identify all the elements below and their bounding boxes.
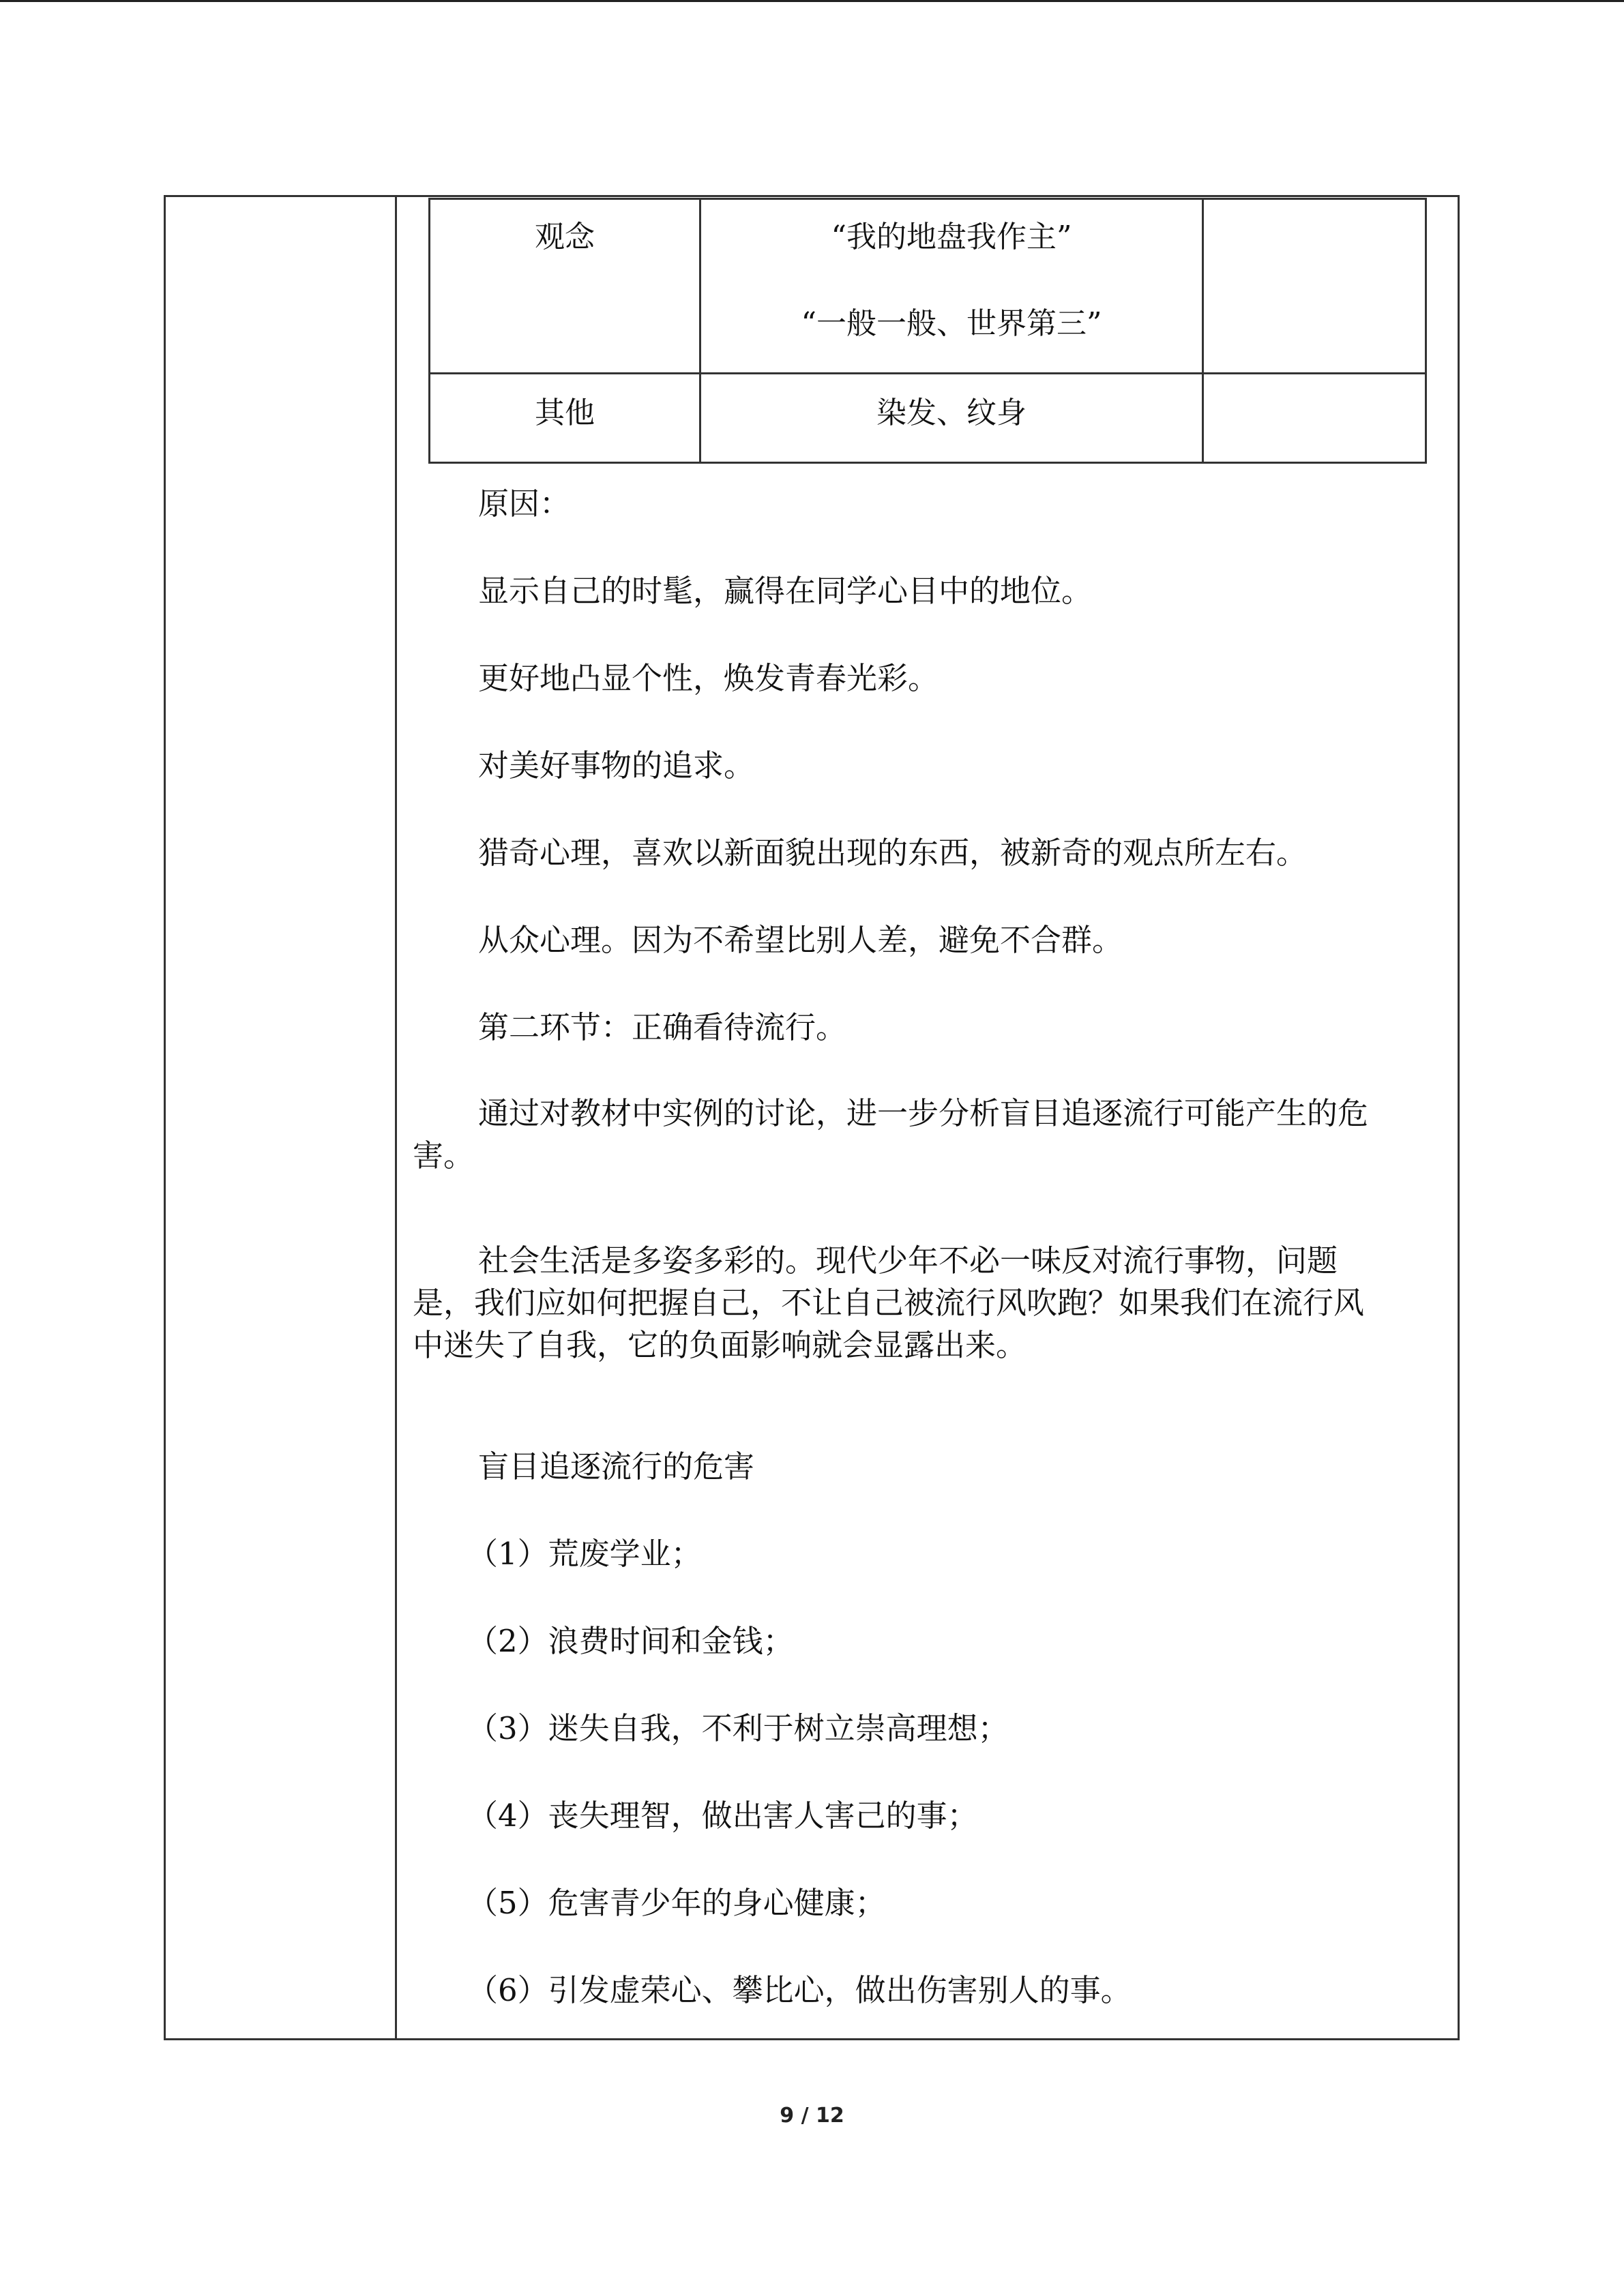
inner-table-row-1-content-line-2: “一般一般、世界第三” xyxy=(801,306,1102,341)
paragraph-line: 更好地凸显个性，焕发青春光彩。 xyxy=(478,660,939,696)
list-item-text: （5）危害青少年的身心健康； xyxy=(467,1885,886,1921)
inner-table-row-1-label: 观念 xyxy=(535,220,595,254)
paragraph-line: 原因： xyxy=(478,486,571,522)
paragraph-line: 第二环节：正确看待流行。 xyxy=(478,1009,847,1045)
list-item-3 xyxy=(413,1708,1429,1750)
list-item-4 xyxy=(413,1795,1429,1837)
paragraph-reason-4 xyxy=(413,832,1429,874)
paragraph-line: 害。 xyxy=(413,1137,475,1174)
paragraph-reason-1 xyxy=(413,570,1429,612)
outer-table-divider xyxy=(395,195,397,2040)
paragraph-line: 通过对教材中实例的讨论，进一步分析盲目追逐流行可能产生的危 xyxy=(478,1095,1369,1131)
list-item-6 xyxy=(413,1969,1429,2012)
paragraph-line: 显示自己的时髦，赢得在同学心目中的地位。 xyxy=(478,573,1093,609)
inner-table-row-2-label: 其他 xyxy=(535,396,595,430)
inner-table-row-divider xyxy=(428,372,1427,374)
list-item-text: （3）迷失自我，不利于树立崇高理想； xyxy=(467,1710,1009,1746)
inner-table-row-2-content: 染发、纹身 xyxy=(876,396,1027,430)
paragraph-reasons-heading xyxy=(413,483,1429,525)
list-item-5 xyxy=(413,1882,1429,1924)
paragraph-line: 中迷失了自我，它的负面影响就会显露出来。 xyxy=(413,1327,1027,1363)
paragraph-social-life xyxy=(413,1240,1429,1367)
page-number: 9 / 12 xyxy=(780,2104,844,2128)
paragraph-reason-5 xyxy=(413,919,1429,961)
paragraph-discussion xyxy=(413,1092,1429,1177)
paragraph-line: 对美好事物的追求。 xyxy=(478,747,755,784)
inner-table-row-1-content-line-1: “我的地盘我作主” xyxy=(831,220,1072,254)
paragraph-section-2-heading xyxy=(413,1007,1429,1049)
top-border xyxy=(0,0,1624,2)
list-item-text: （2）浪费时间和金钱； xyxy=(467,1623,794,1659)
paragraph-line: 社会生活是多姿多彩的。现代少年不必一味反对流行事物，问题 xyxy=(478,1242,1338,1279)
paragraph-line: 猎奇心理，喜欢以新面貌出现的东西，被新奇的观点所左右。 xyxy=(478,835,1308,871)
list-item-1 xyxy=(413,1533,1429,1575)
paragraph-line: 从众心理。因为不希望比别人差，避免不合群。 xyxy=(478,922,1123,958)
paragraph-line: 盲目追逐流行的危害 xyxy=(478,1448,755,1485)
paragraph-line: 是，我们应如何把握自己，不让自己被流行风吹跑？如果我们在流行风 xyxy=(413,1285,1365,1321)
list-item-text: （4）丧失理智，做出害人害己的事； xyxy=(467,1798,978,1834)
paragraph-reason-2 xyxy=(413,657,1429,700)
list-item-text: （6）引发虚荣心、攀比心，做出伤害别人的事。 xyxy=(467,1972,1132,2008)
paragraph-reason-3 xyxy=(413,745,1429,787)
list-item-2 xyxy=(413,1620,1429,1663)
paragraph-harms-heading xyxy=(413,1446,1429,1488)
inner-table-col-divider-2 xyxy=(1202,198,1204,464)
list-item-text: （1）荒废学业； xyxy=(467,1536,702,1572)
